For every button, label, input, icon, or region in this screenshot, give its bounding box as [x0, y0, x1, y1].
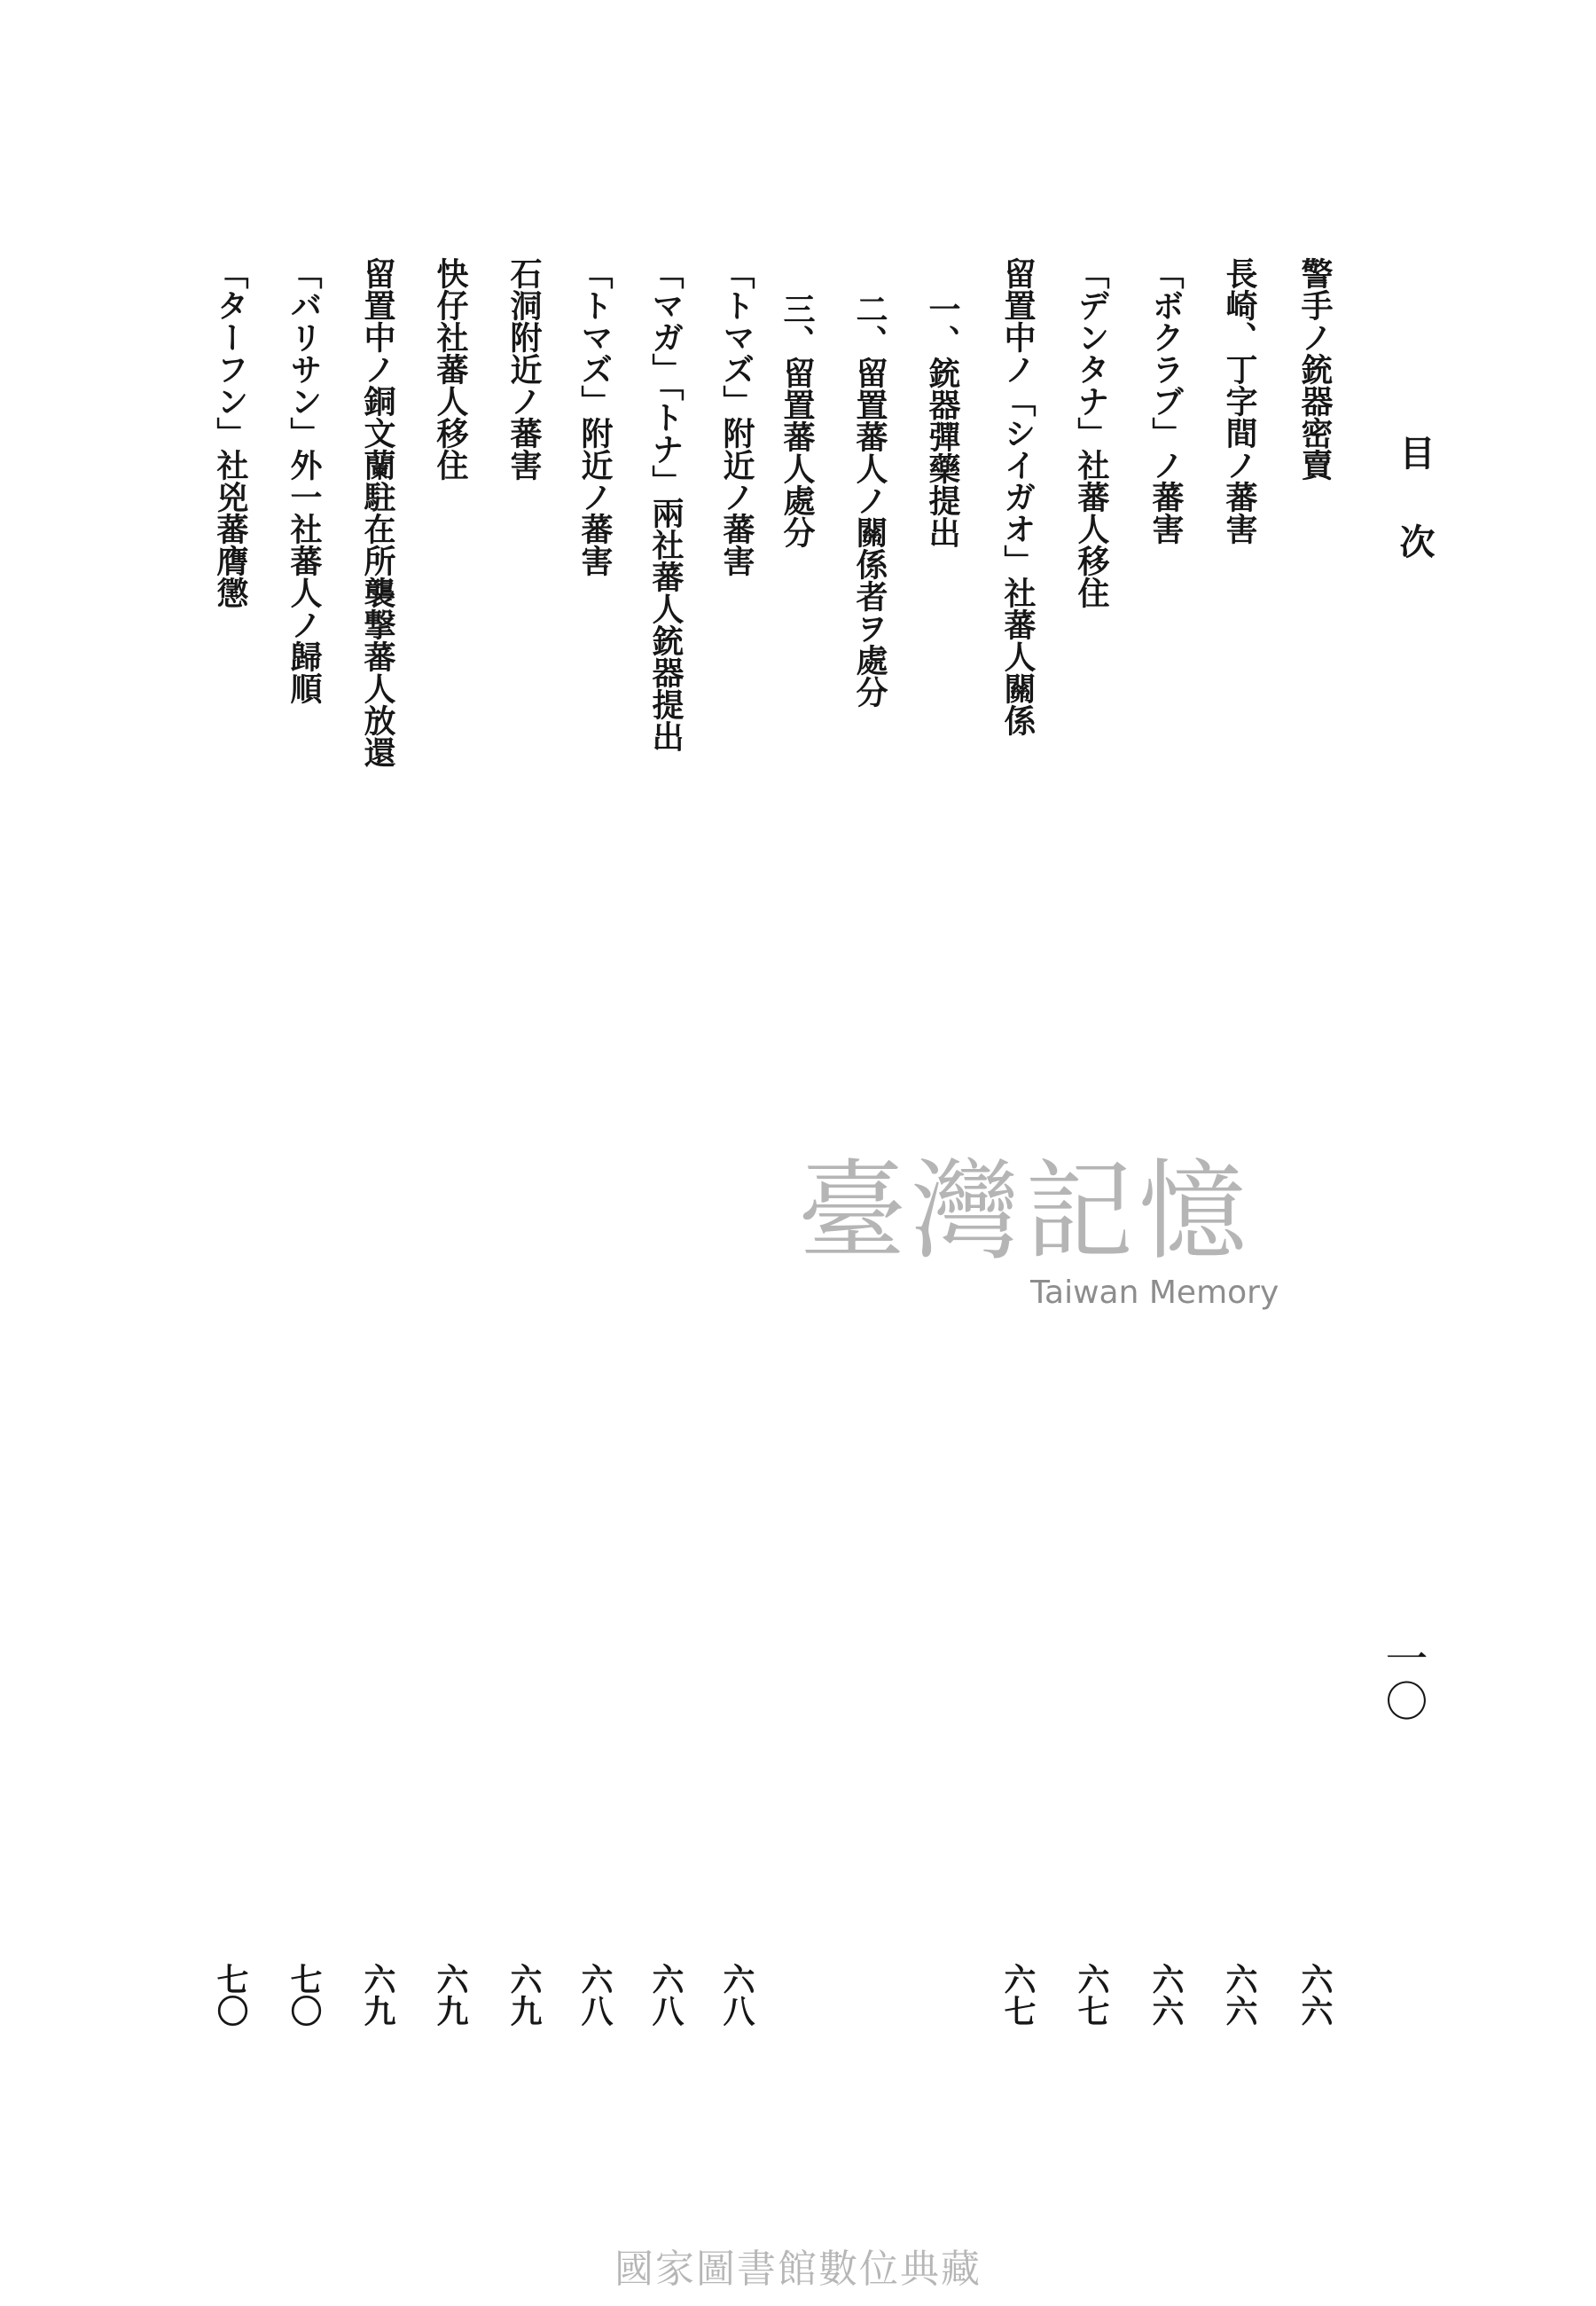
- toc-entry-13: [210, 257, 251, 2027]
- toc-entry-title: 「デンタナ」社蕃人移住: [1073, 257, 1110, 608]
- toc-entry-title: 「マガ」「トナ」兩社蕃人銃器提出: [647, 257, 685, 752]
- library-footer-text: 國家圖書館數位典藏: [614, 2247, 982, 2292]
- page-number: 一〇: [1378, 1636, 1428, 1722]
- toc-entry-title: 「ボクラブ」ノ蕃害: [1147, 257, 1185, 545]
- toc-entry-7: [645, 257, 686, 2027]
- toc-entry-page: 六七: [999, 1963, 1037, 2027]
- toc-entry-title: 三、留置蕃人處分: [778, 293, 816, 548]
- toc-entry-page: 六八: [718, 1963, 755, 2027]
- watermark-english-text: Taiwan Memory: [1030, 1275, 1279, 1311]
- toc-entry-title: 快仔社蕃人移住: [432, 257, 469, 481]
- toc-entry-title: 二、留置蕃人ノ關係者ヲ處分: [851, 293, 888, 708]
- toc-entry-title: 留置中ノ銅文蘭駐在所襲撃蕃人放還: [359, 257, 396, 768]
- toc-entry-title: 「ターフン」社兇蕃膺懲: [212, 257, 249, 608]
- toc-entry-page: 六六: [1147, 1963, 1185, 2027]
- toc-entry-5: [998, 257, 1038, 2027]
- toc-entry-page: 六七: [1073, 1963, 1110, 2027]
- toc-entry-page: 六九: [505, 1963, 543, 2027]
- page-header-title: 目次: [1394, 435, 1436, 612]
- toc-entry-8: [575, 257, 615, 2027]
- toc-entry-12: [284, 257, 325, 2027]
- toc-entry-6: [716, 257, 757, 2027]
- toc-entry-title: 長崎、丁字間ノ蕃害: [1221, 257, 1258, 545]
- toc-entry-4: [1071, 257, 1112, 2027]
- toc-entry-1: [1295, 257, 1335, 2027]
- toc-entry-page: 六九: [359, 1963, 396, 2027]
- toc-entry-title: 「トマズ」附近ノ蕃害: [576, 257, 614, 576]
- toc-entry-page: 六八: [576, 1963, 614, 2027]
- toc-entry-page: 六九: [432, 1963, 469, 2027]
- toc-entry-2: [1219, 257, 1260, 2027]
- toc-entry-title: 「トマズ」附近ノ蕃害: [718, 257, 755, 576]
- toc-entry-page: 七〇: [212, 1963, 249, 2027]
- toc-entry-page: 六八: [647, 1963, 685, 2027]
- toc-entry-page: 六六: [1296, 1963, 1334, 2027]
- toc-entry-title: 一、銃器彈藥提出: [924, 293, 961, 548]
- watermark-chinese-text: 臺灣記憶: [798, 1149, 1252, 1275]
- toc-entry-10: [430, 257, 471, 2027]
- toc-entry-title: 警手ノ銃器密賣: [1296, 257, 1334, 481]
- toc-entry-title: 留置中ノ「シイガオ」社蕃人關係: [999, 257, 1037, 736]
- toc-entry-page: 六六: [1221, 1963, 1258, 2027]
- toc-entry-9: [504, 257, 544, 2027]
- toc-entry-11: [357, 257, 398, 2027]
- toc-entry-title: 「バリサン」外一社蕃人ノ歸順: [286, 257, 323, 704]
- toc-entry-page: 七〇: [286, 1963, 323, 2027]
- taiwan-memory-watermark: [798, 1149, 1295, 1326]
- toc-entry-title: 石洞附近ノ蕃害: [505, 257, 543, 481]
- toc-entry-3: [1146, 257, 1186, 2027]
